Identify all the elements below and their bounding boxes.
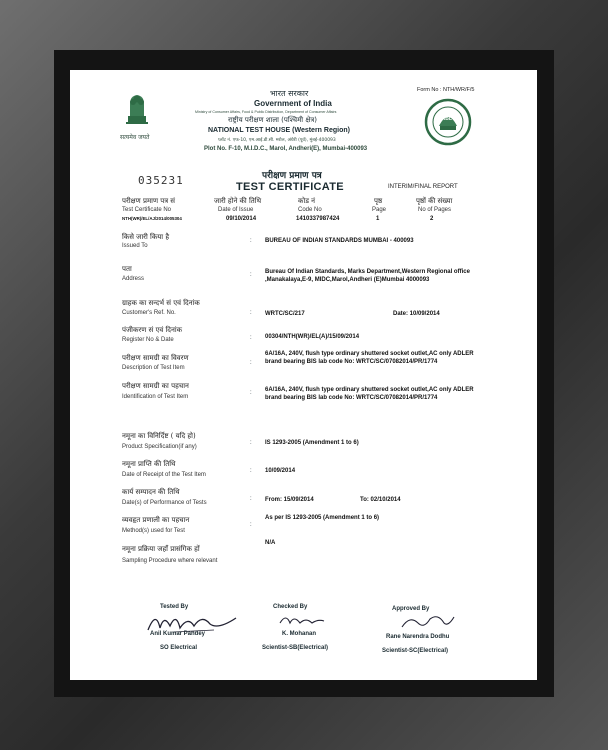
- code-no-label: Code No: [298, 207, 322, 213]
- certificate-serial: 035231: [138, 174, 184, 187]
- date-issue-label: Date of Issue: [218, 207, 254, 213]
- field-label-hindi: नमूना का विनिर्दिष्ट ( यदि हो): [122, 432, 196, 440]
- approved-by-name: Rane Narendra Dodhu: [386, 634, 450, 640]
- field-label-hindi: नमूना प्रक्रिया जहाँ प्रासंगिक हों: [122, 545, 200, 553]
- field-colon: :: [250, 335, 252, 341]
- sampling-value: N/A: [265, 540, 276, 546]
- performance-from-value: From: 15/09/2014: [265, 497, 314, 503]
- register-no-value: 00304/NTH(WR)/EL(A)/15/09/2014: [265, 334, 360, 340]
- field-label-hindi: ग्राहक का सन्दर्भ सं एवं दिनांक: [122, 299, 200, 307]
- description-value: 6A/16A, 240V, flush type ordinary shuttered socket outlet,AC only ADLER brand bearing BIS lab code No: WRTC/SC/07082014/PR/1774: [265, 351, 474, 365]
- pages-label: No of Pages: [418, 207, 452, 213]
- field-colon: :: [250, 496, 252, 502]
- field-label-hindi: नमूना प्राप्ति की तिथि: [122, 460, 176, 468]
- field-colon: :: [250, 522, 252, 528]
- page-value: 1: [376, 216, 380, 222]
- hindi-government: भारत सरकार: [270, 89, 309, 98]
- field-label: Issued To: [122, 243, 148, 249]
- field-label-hindi: परीक्षण सामग्री का पहचान: [122, 382, 189, 390]
- date-issue-value: 09/10/2014: [226, 216, 257, 222]
- customer-ref-value: WRTC/SC/217: [265, 311, 305, 317]
- page-label: Page: [372, 207, 387, 213]
- field-colon: :: [250, 238, 252, 244]
- accreditation-logo-icon: [424, 98, 472, 146]
- receipt-date-value: 10/09/2014: [265, 468, 296, 474]
- checked-by-label: Checked By: [273, 604, 308, 610]
- code-no-hindi: कोड नं: [298, 197, 316, 205]
- hindi-title: परीक्षण प्रमाण पत्र: [262, 171, 322, 181]
- field-colon: :: [250, 272, 252, 278]
- approved-by-title: Scientist-SC(Electrical): [382, 648, 449, 654]
- field-label: Customer's Ref. No.: [122, 310, 176, 316]
- accreditation-logo-text: NABL: [438, 116, 452, 122]
- approved-by-signature: [400, 611, 456, 631]
- national-emblem-icon: [122, 90, 152, 132]
- cert-no-label: Test Certificate No: [122, 207, 172, 213]
- tested-by-title: SO Electrical: [160, 645, 198, 651]
- field-colon: :: [250, 440, 252, 446]
- identification-value: 6A/16A, 240V, flush type ordinary shuttered socket outlet,AC only ADLER brand bearing BIS lab code No: WRTC/SC/07082014/PR/1774: [265, 387, 474, 401]
- field-label: Sampling Procedure where relevant: [122, 558, 218, 564]
- address-value: Bureau Of Indian Standards, Marks Department,Western Regional office ,Manakalaya,E-9, MIDC,Marol,Andheri (E)Mumbai 4000093: [265, 269, 470, 283]
- field-label: Method(s) used for Test: [122, 528, 185, 534]
- field-colon: :: [250, 468, 252, 474]
- field-label-hindi: व्यवहृत प्रणाली का पहचान: [122, 516, 190, 524]
- field-label: Date(s) of Performance of Tests: [122, 500, 207, 506]
- report-type: INTERIM/FINAL REPORT: [388, 184, 458, 190]
- field-label-hindi: परीक्षण सामग्री का विवरण: [122, 354, 189, 362]
- issued-to-value: BUREAU OF INDIAN STANDARDS MUMBAI - 400093: [265, 238, 414, 244]
- field-colon: :: [250, 360, 252, 366]
- checked-by-title: Scientist-SB(Electrical): [262, 645, 329, 651]
- field-label: Identification of Test Item: [122, 394, 189, 400]
- cert-no-value: NTH(WR)/EL/AJ/2014/005304: [122, 216, 182, 221]
- tested-by-name: Anil Kumar Pandey: [150, 631, 206, 637]
- field-label-hindi: किसे जारी किया है: [122, 233, 170, 241]
- tested-by-label: Tested By: [160, 604, 189, 610]
- pages-hindi: पृष्ठों की संख्या: [416, 197, 453, 205]
- hindi-lab-name: राष्ट्रीय परीक्षण शाला (पश्चिमी क्षेत्र): [228, 116, 317, 124]
- emblem-caption: सत्यमेव जयते: [120, 134, 150, 141]
- product-spec-value: IS 1293-2005 (Amendment 1 to 6): [265, 440, 359, 446]
- field-label-hindi: पता: [122, 265, 132, 273]
- field-colon: :: [250, 390, 252, 396]
- field-label: Date of Receipt of the Test Item: [122, 472, 206, 478]
- field-label: Register No & Date: [122, 337, 174, 343]
- field-label: Address: [122, 276, 145, 282]
- hindi-address: प्लॉट नं. एफ-10, एम.आई.डी.सी. मरोल, अंधेरी (पूर्व), मुंबई-400093: [218, 138, 336, 143]
- field-label: Description of Test Item: [122, 365, 185, 371]
- code-no-value: 1410337987424: [296, 216, 340, 222]
- lab-address: Plot No. F-10, M.I.D.C., Marol, Andheri(E), Mumbai-400093: [204, 146, 368, 152]
- field-colon: :: [250, 310, 252, 316]
- method-value: As per IS 1293-2005 (Amendment 1 to 6): [265, 515, 380, 521]
- pages-value: 2: [430, 216, 434, 222]
- customer-ref-date: Date: 10/09/2014: [393, 311, 440, 317]
- ministry-line: Ministry of Consumer Affairs, Food & Public Distribution, Department of Consumer Affairs: [195, 110, 337, 114]
- lab-name: NATIONAL TEST HOUSE (Western Region): [208, 127, 350, 134]
- field-label-hindi: पंजीकरण सं एवं दिनांक: [122, 326, 183, 334]
- performance-to-value: To: 02/10/2014: [360, 497, 401, 503]
- certificate-title: TEST CERTIFICATE: [236, 181, 344, 193]
- form-number: Form No : NTH/WR/F/5: [417, 87, 475, 93]
- certificate-paper: [70, 70, 537, 680]
- approved-by-label: Approved By: [392, 606, 430, 612]
- field-label: Product Specification(if any): [122, 444, 197, 450]
- date-issue-hindi: जारी होने की तिथि: [214, 197, 262, 205]
- government-of-india: Government of India: [254, 99, 332, 108]
- page-hindi: पृष्ठ: [374, 197, 383, 205]
- field-label-hindi: कार्य सम्पादन की तिथि: [122, 488, 180, 496]
- cert-no-hindi: परीक्षण प्रमाण पत्र सं: [122, 197, 176, 205]
- checked-by-signature: [276, 611, 326, 629]
- checked-by-name: K. Mohanan: [282, 631, 316, 637]
